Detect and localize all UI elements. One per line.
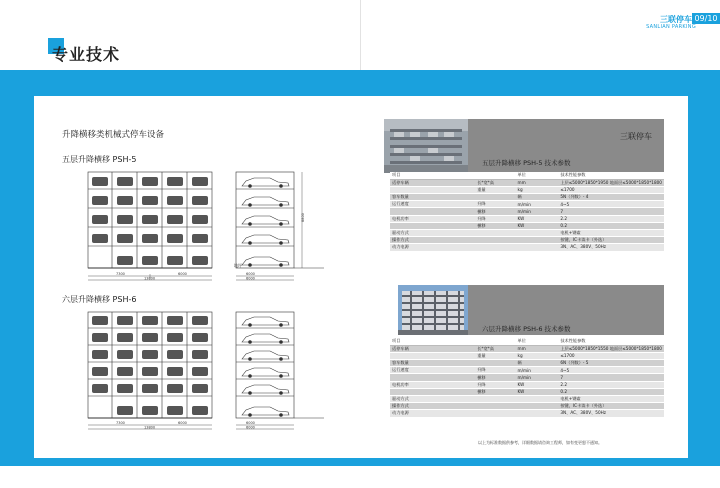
spec-row <box>390 367 664 374</box>
spec-cell <box>475 338 515 345</box>
psh5-dim-depth: 6000 <box>246 272 255 276</box>
spec-cell: 横移 <box>475 222 515 229</box>
section-title: 专业技术 <box>52 45 121 64</box>
spec-cell: 电机功率 <box>390 381 475 388</box>
spec-cell <box>516 244 559 251</box>
spec-cell: 升降 <box>475 367 515 374</box>
spec-cell: 项目 <box>390 172 475 179</box>
spec-cell <box>390 186 475 193</box>
brand-name: 三联停车 <box>660 15 692 24</box>
spec-cell: 按键，IC卡读卡（外选） <box>558 237 664 244</box>
spec-row <box>390 194 664 201</box>
spec-cell: 技术性能参数 <box>558 338 664 345</box>
spec-cell: 长*宽*高 <box>475 345 515 352</box>
psh6-spec-title: 六层升降横移 PSH-6 技术参数 <box>482 325 571 333</box>
spec-row <box>390 208 664 215</box>
spec-cell: 电机+钢索 <box>558 396 664 403</box>
spec-cell: 升降 <box>475 201 515 208</box>
spec-cell: 横移 <box>475 388 515 395</box>
spec-row <box>390 237 664 244</box>
spec-cell <box>475 410 515 417</box>
psh5-dim-side: 8800 <box>301 213 305 222</box>
psh5-ground-label: 地坪 <box>234 263 242 268</box>
spec-cell: 4~5 <box>558 201 664 208</box>
spec-cell: 动力电源 <box>390 410 475 417</box>
spec-cell: 3N、AC、380V、50Hz <box>558 410 664 417</box>
spec-row <box>390 201 664 208</box>
spec-cell <box>475 194 515 201</box>
spec-cell: 单位 <box>516 172 559 179</box>
spec-cell <box>390 208 475 215</box>
spec-cell: 升降 <box>475 381 515 388</box>
spec-cell <box>475 360 515 367</box>
psh5-dim-a: 7300 <box>116 272 125 276</box>
spec-cell: KW <box>516 381 559 388</box>
psh5-dim-total: 13800 <box>144 276 156 281</box>
spec-cell: 辆 <box>516 194 559 201</box>
spec-row <box>390 186 664 193</box>
spec-cell: 升降 <box>475 215 515 222</box>
page-spine <box>360 0 361 70</box>
spec-cell: 技术性能参数 <box>558 172 664 179</box>
spec-row <box>390 345 664 352</box>
spec-cell: 动力电源 <box>390 244 475 251</box>
spec-cell <box>516 237 559 244</box>
psh6-label: 六层升降横移 PSH-6 <box>62 295 137 304</box>
psh6-dim-a: 7300 <box>116 421 125 425</box>
spec-cell: 6N（列数）- 5 <box>558 360 664 367</box>
spec-row <box>390 374 664 381</box>
spec-cell <box>475 230 515 237</box>
spec-cell: 2.2 <box>558 381 664 388</box>
spec-row <box>390 352 664 359</box>
psh6-front-elevation <box>82 310 222 432</box>
psh5-dim-depth-total: 6000 <box>246 276 255 281</box>
spec-cell <box>516 410 559 417</box>
psh6-dim-depth: 6000 <box>246 421 255 425</box>
spec-row <box>390 360 664 367</box>
spec-cell: ≤1700 <box>558 186 664 193</box>
spec-row <box>390 338 664 345</box>
spec-cell: 驱动方式 <box>390 230 475 237</box>
spec-cell: mm <box>516 179 559 186</box>
spec-cell: 4~5 <box>558 367 664 374</box>
spec-cell: 7 <box>558 208 664 215</box>
spec-cell: 电机功率 <box>390 215 475 222</box>
spec-row <box>390 244 664 251</box>
footnote: 以上为标准数据供参考，详细数据请咨询工程师，如有变更恕不通知。 <box>478 440 602 445</box>
spec-row <box>390 403 664 410</box>
spec-row <box>390 230 664 237</box>
spec-row <box>390 388 664 395</box>
spec-row <box>390 172 664 179</box>
page-number: 09/10 <box>692 13 720 24</box>
spec-cell: 适停车辆 <box>390 345 475 352</box>
spec-cell <box>516 403 559 410</box>
psh5-photo-caption: 三联停车 <box>620 132 652 141</box>
spec-cell: 重量 <box>475 186 515 193</box>
spec-cell: m/min <box>516 201 559 208</box>
spec-cell: 操作方式 <box>390 403 475 410</box>
psh5-dim-b: 6000 <box>178 272 187 276</box>
spec-cell: m/min <box>516 208 559 215</box>
spec-cell: kg <box>516 186 559 193</box>
psh6-dim-depth-total: 6000 <box>246 425 255 430</box>
spec-cell: 7 <box>558 374 664 381</box>
spec-cell: 单位 <box>516 338 559 345</box>
spec-row <box>390 222 664 229</box>
spec-cell: KW <box>516 222 559 229</box>
spec-cell: 0.2 <box>558 222 664 229</box>
spec-cell <box>475 244 515 251</box>
spec-cell <box>516 396 559 403</box>
spec-cell <box>390 374 475 381</box>
main-heading: 升降横移类机械式停车设备 <box>62 130 165 140</box>
spec-cell: 横移 <box>475 208 515 215</box>
spec-cell: KW <box>516 388 559 395</box>
spec-row <box>390 179 664 186</box>
spec-cell: 上层≤5000*1850*1550 地面层≤5000*1850*1800 <box>558 345 664 352</box>
spec-cell: 驱动方式 <box>390 396 475 403</box>
spec-cell: 容车数量 <box>390 360 475 367</box>
spec-cell: 按键，IC卡读卡（外选） <box>558 403 664 410</box>
spec-cell: 电机+钢索 <box>558 230 664 237</box>
spec-cell <box>390 352 475 359</box>
spec-cell: 3N、AC、380V、50Hz <box>558 244 664 251</box>
spec-cell: 上层≤5000*1850*1950 地面层≤5000*1850*1800 <box>558 179 664 186</box>
psh6-dim-b: 6000 <box>178 421 187 425</box>
psh5-building-photo <box>384 119 468 173</box>
spec-cell: 操作方式 <box>390 237 475 244</box>
psh6-dim-total: 13800 <box>144 425 156 430</box>
spec-row <box>390 381 664 388</box>
spec-cell <box>475 403 515 410</box>
spec-cell: KW <box>516 215 559 222</box>
psh6-spec-table <box>390 338 664 418</box>
psh5-spec-title: 五层升降横移 PSH-5 技术参数 <box>482 159 571 167</box>
psh6-building-photo <box>398 285 468 335</box>
spec-row <box>390 215 664 222</box>
spec-cell <box>516 230 559 237</box>
spec-cell: m/min <box>516 374 559 381</box>
psh5-label: 五层升降横移 PSH-5 <box>62 155 137 164</box>
spec-cell <box>390 388 475 395</box>
spec-cell: 辆 <box>516 360 559 367</box>
psh5-spec-table <box>390 172 664 252</box>
spec-cell: 适停车辆 <box>390 179 475 186</box>
spec-cell: 重量 <box>475 352 515 359</box>
spec-cell: 长*宽*高 <box>475 179 515 186</box>
spec-cell <box>475 396 515 403</box>
spec-cell: kg <box>516 352 559 359</box>
spec-cell: 0.2 <box>558 388 664 395</box>
spec-cell <box>475 237 515 244</box>
psh6-side-elevation <box>232 310 340 432</box>
spec-row <box>390 410 664 417</box>
spec-cell: 5N（列数）- 4 <box>558 194 664 201</box>
spec-row <box>390 396 664 403</box>
spec-cell <box>390 222 475 229</box>
spec-cell: 2.2 <box>558 215 664 222</box>
spec-cell: mm <box>516 345 559 352</box>
spec-cell: 项目 <box>390 338 475 345</box>
spec-cell: 容车数量 <box>390 194 475 201</box>
psh5-front-elevation <box>82 170 222 282</box>
spec-cell <box>475 172 515 179</box>
spec-cell: m/min <box>516 367 559 374</box>
spec-cell: 运行速度 <box>390 201 475 208</box>
spec-cell: ≤1700 <box>558 352 664 359</box>
spec-cell: 运行速度 <box>390 367 475 374</box>
spec-cell: 横移 <box>475 374 515 381</box>
brand-subtitle: SANLIAN PARKING <box>646 24 696 30</box>
psh5-side-elevation <box>232 170 340 282</box>
